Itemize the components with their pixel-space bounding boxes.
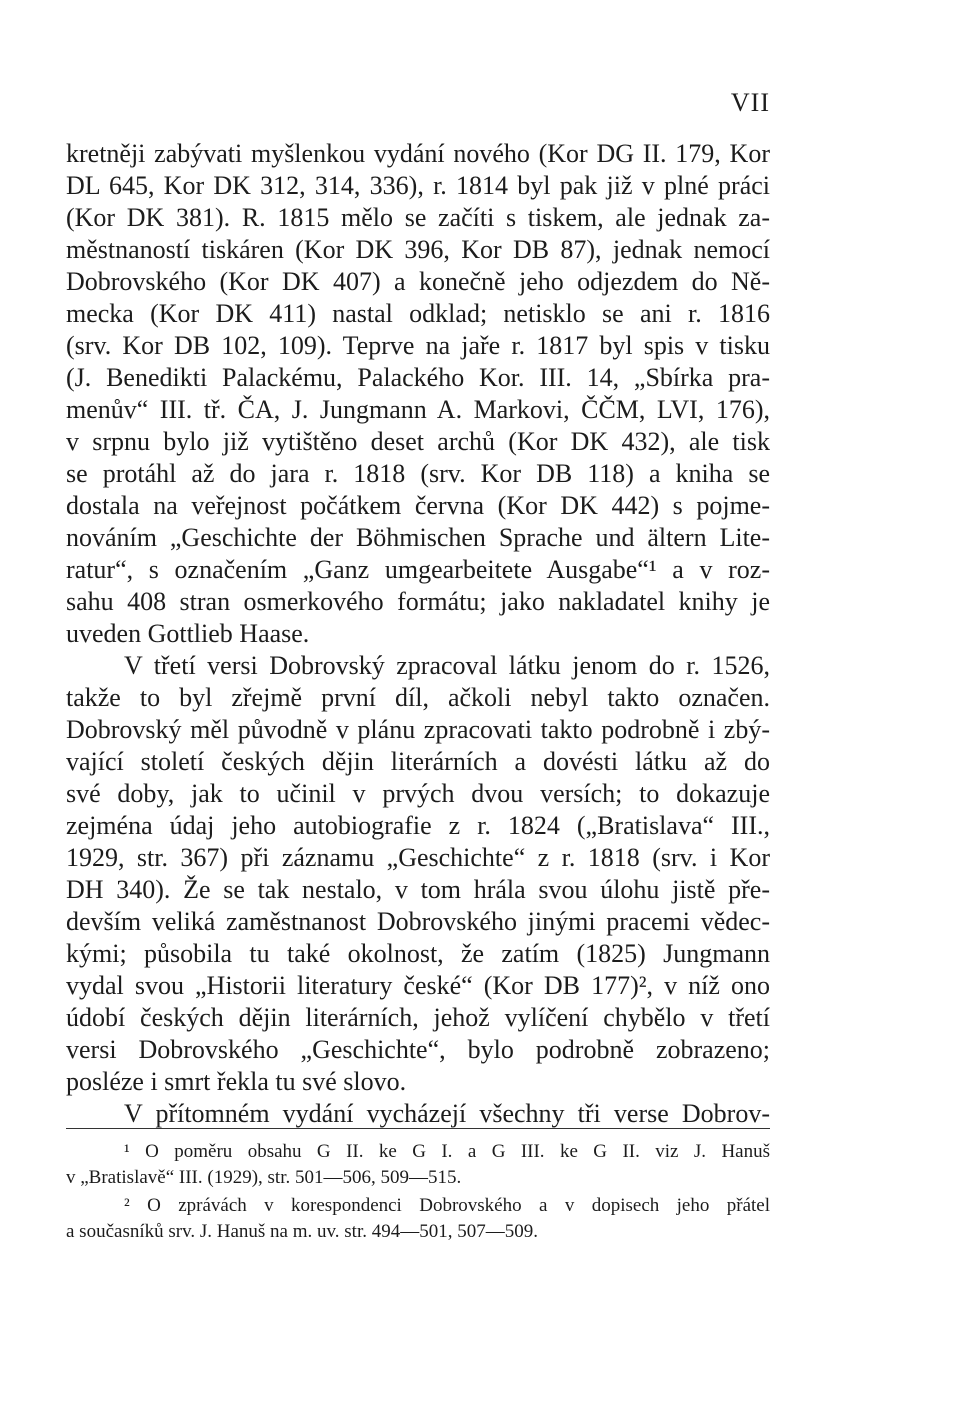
paragraph-start-line: V přítomném vydání vycházejí všechny tři verse Dobrov- (124, 1099, 770, 1128)
text-line: menův“ III. tř. ČA, J. Jungmann A. Markovi, ČČM, LVI, 176), (66, 395, 770, 424)
text-line: své doby, jak to učinil v prvých dvou versích; to dokazuje (66, 779, 770, 808)
text-line: sahu 408 stran osmerkového formátu; jako nakladatel knihy je (66, 587, 770, 616)
text-line: 1929, str. 367) při záznamu „Geschichte“ z r. 1818 (srv. i Kor (66, 843, 770, 872)
text-line: dostala na veřejnost počátkem června (Kor DK 442) s pojme- (66, 491, 770, 520)
text-line: vydal svou „Historii literatury české“ (Kor DB 177)², v níž ono (66, 971, 770, 1000)
text-line: se protáhl až do jara r. 1818 (srv. Kor DB 118) a kniha se (66, 459, 770, 488)
footnote-1-line: v „Bratislavě“ III. (1929), str. 501—506, 509—515. (66, 1167, 462, 1188)
text-line: devším veliká zaměstnanost Dobrovského jinými pracemi vědec- (66, 907, 770, 936)
page-number: VII (730, 88, 770, 117)
text-line: (Kor DK 381). R. 1815 mělo se začíti s tiskem, ale jednak za- (66, 203, 770, 232)
text-line: údobí českých dějin literárních, jehož vylíčení chybělo v třetí (66, 1003, 770, 1032)
footnote-1-line: ¹ O poměru obsahu G II. ke G I. a G III. ke G II. viz J. Hanuš (124, 1141, 770, 1162)
text-line: (srv. Kor DB 102, 109). Teprve na jaře r. 1817 byl spis v tisku (66, 331, 770, 360)
text-line: mecka (Kor DK 411) nastal odklad; netisklo se ani r. 1816 (66, 299, 770, 328)
text-line: uveden Gottlieb Haase. (66, 619, 310, 648)
text-line: DH 340). Že se tak nestalo, v tom hrála svou úlohu jistě pře- (66, 875, 770, 904)
text-line: Dobrovský měl původně v plánu zpracovati takto podrobně i zbý- (66, 715, 770, 744)
footnote-2-line: a současníků srv. J. Hanuš na m. uv. str. 494—501, 507—509. (66, 1221, 538, 1242)
footnote-divider (66, 1128, 770, 1129)
text-line: vající století českých dějin literárních a dovésti látku až do (66, 747, 770, 776)
text-line: městnaností tiskáren (Kor DK 396, Kor DB 87), jednak nemocí (66, 235, 770, 264)
text-line: Dobrovského (Kor DK 407) a konečně jeho odjezdem do Ně- (66, 267, 770, 296)
text-line: nováním „Geschichte der Böhmischen Sprache und ältern Lite- (66, 523, 770, 552)
text-line: takže to byl zřejmě první díl, ačkoli nebyl takto označen. (66, 683, 770, 712)
text-line: DL 645, Kor DK 312, 314, 336), r. 1814 byl pak již v plné práci (66, 171, 770, 200)
text-line: (J. Benedikti Palackému, Palackého Kor. III. 14, „Sbírka pra- (66, 363, 770, 392)
text-line: kými; působila tu také okolnost, že zatím (1825) Jungmann (66, 939, 770, 968)
text-line: zejména údaj jeho autobiografie z r. 1824 („Bratislava“ III., (66, 811, 770, 840)
text-line: v srpnu bylo již vytištěno deset archů (Kor DK 432), ale tisk (66, 427, 770, 456)
text-line: kretněji zabývati myšlenkou vydání nového (Kor DG II. 179, Kor (66, 139, 770, 168)
paragraph-start-line: V třetí versi Dobrovský zpracoval látku jenom do r. 1526, (124, 651, 770, 680)
footnote-2-line: ² O zprávách v korespondenci Dobrovského a v dopisech jeho přátel (124, 1195, 770, 1216)
text-line: versi Dobrovského „Geschichte“, bylo podrobně zobrazeno; (66, 1035, 770, 1064)
text-line: ratur“, s označením „Ganz umgearbeitete Ausgabe“¹ a v roz- (66, 555, 770, 584)
text-line: posléze i smrt řekla tu své slovo. (66, 1067, 407, 1096)
